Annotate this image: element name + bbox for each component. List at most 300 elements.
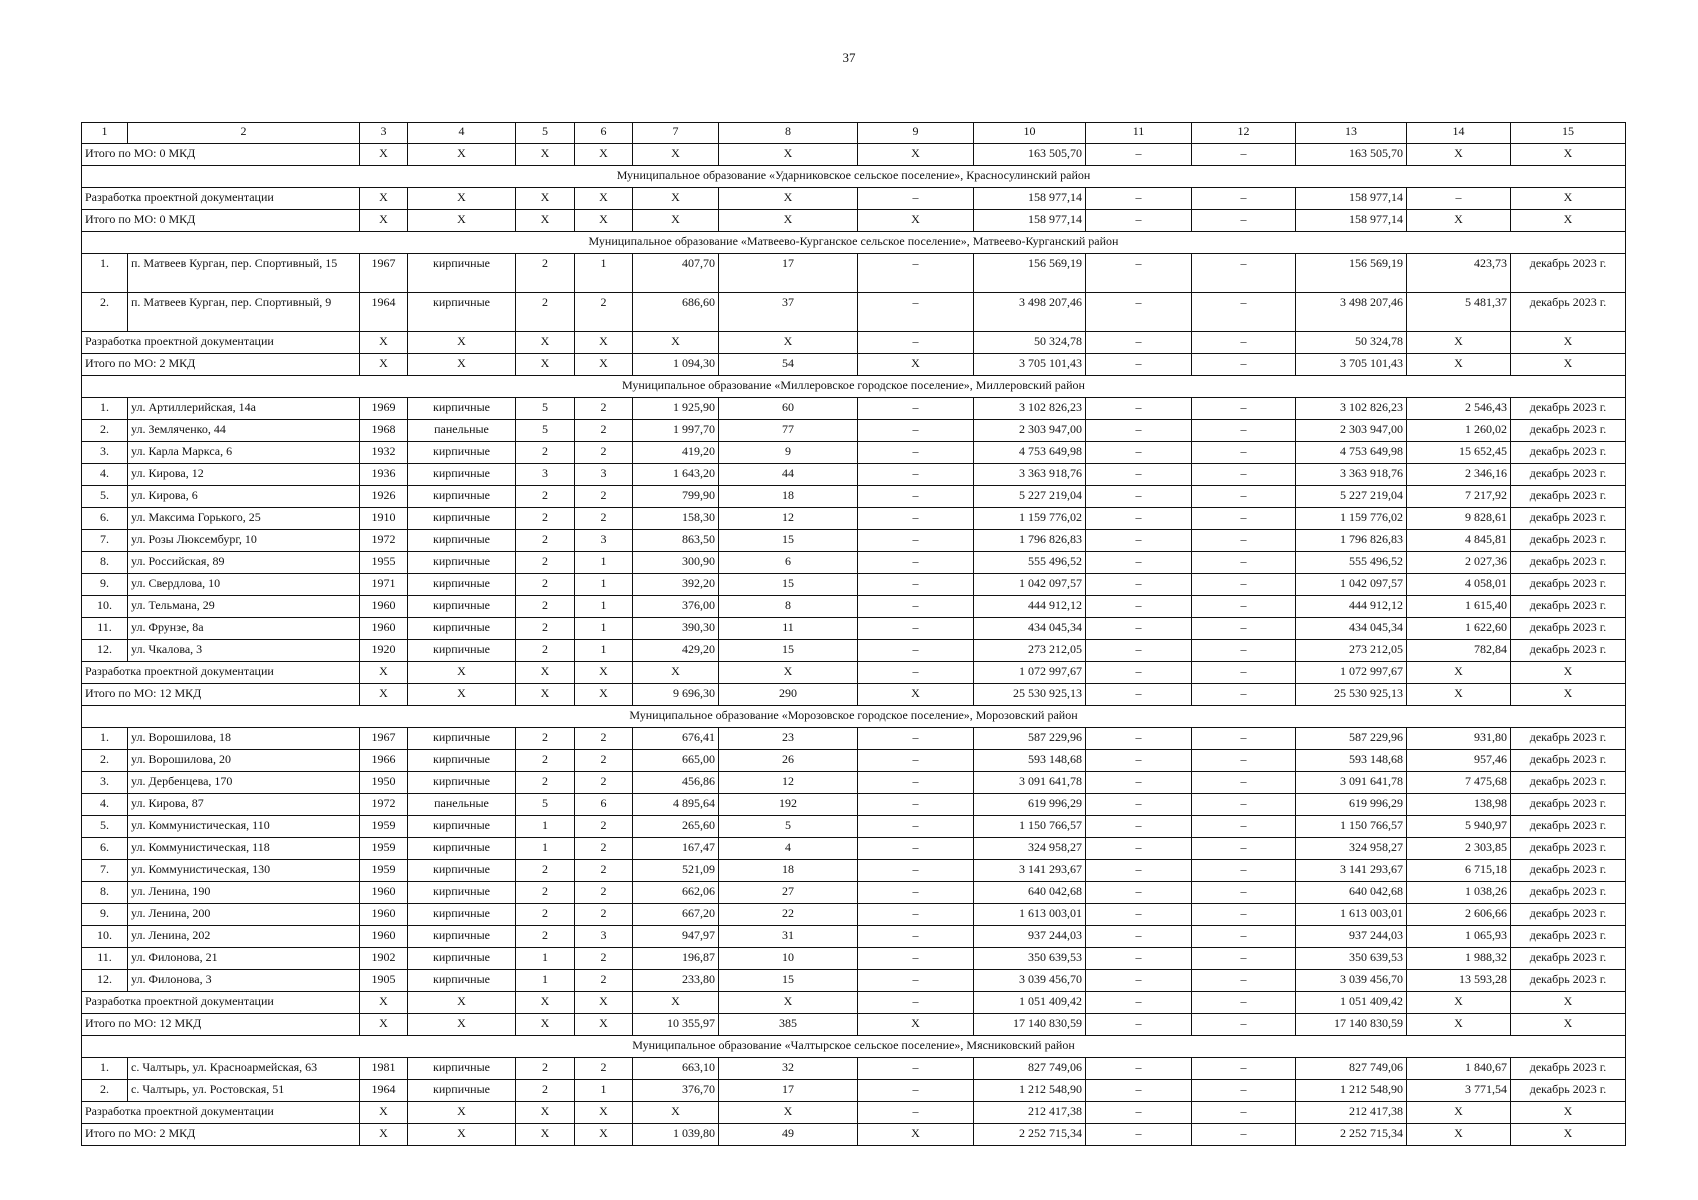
table-cell: 1 212 548,90 [1296,1080,1407,1102]
table-cell: кирпичные [408,254,516,293]
table-cell: X [360,144,408,166]
table-cell: – [1192,750,1296,772]
row-number: 2. [82,293,128,332]
table-cell: 163 505,70 [1296,144,1407,166]
table-cell: X [360,662,408,684]
table-cell: X [858,684,974,706]
table-cell: X [1407,354,1511,376]
table-cell: 1 622,60 [1407,618,1511,640]
table-cell: X [1407,684,1511,706]
column-number: 11 [1086,123,1192,144]
table-cell: – [858,882,974,904]
table-cell: – [1086,596,1192,618]
table-cell: – [858,293,974,332]
table-cell: – [1192,728,1296,750]
table-cell: – [1192,508,1296,530]
table-cell: X [516,1102,575,1124]
table-cell: 640 042,68 [1296,882,1407,904]
table-row [82,442,1626,464]
table-cell: – [1086,1080,1192,1102]
table-cell: – [858,254,974,293]
table-cell: 827 749,06 [974,1058,1086,1080]
table-cell: декабрь 2023 г. [1511,882,1626,904]
table-cell: X [575,210,633,232]
table-cell: 60 [719,398,858,420]
section-heading: Муниципальное образование «Миллеровское городское поселение», Миллеровский район [82,376,1626,398]
table-row [82,596,1626,618]
table-cell: 3 [575,464,633,486]
table-cell: 390,30 [633,618,719,640]
table-cell: – [1086,354,1192,376]
table-cell: кирпичные [408,293,516,332]
table-cell: 3 039 456,70 [974,970,1086,992]
table-cell: 676,41 [633,728,719,750]
column-number: 6 [575,123,633,144]
table-cell: 5 481,37 [1407,293,1511,332]
table-row [82,926,1626,948]
table-cell: 1 796 826,83 [1296,530,1407,552]
table-cell: декабрь 2023 г. [1511,948,1626,970]
table-cell: – [1192,860,1296,882]
table-cell: 1955 [360,552,408,574]
table-cell: 265,60 [633,816,719,838]
table-cell: 350 639,53 [974,948,1086,970]
table-cell: 4 753 649,98 [974,442,1086,464]
table-cell: 3 141 293,67 [974,860,1086,882]
table-cell: X [858,1124,974,1146]
table-cell: 419,20 [633,442,719,464]
summary-row [82,144,1626,166]
table-cell: – [858,926,974,948]
table-cell: – [1192,354,1296,376]
table-cell: декабрь 2023 г. [1511,596,1626,618]
summary-row [82,1102,1626,1124]
table-cell: 3 363 918,76 [974,464,1086,486]
table-cell: 1966 [360,750,408,772]
table-cell: 4 845,81 [1407,530,1511,552]
table-cell: – [858,618,974,640]
table-cell: X [719,1102,858,1124]
table-cell: 5 [516,420,575,442]
column-number: 13 [1296,123,1407,144]
table-cell: кирпичные [408,552,516,574]
table-cell: 640 042,68 [974,882,1086,904]
table-cell: кирпичные [408,728,516,750]
address-cell: ул. Российская, 89 [128,552,360,574]
table-cell: – [1192,662,1296,684]
table-cell: кирпичные [408,1080,516,1102]
table-cell: 3 102 826,23 [974,398,1086,420]
row-number: 7. [82,530,128,552]
table-cell: 11 [719,618,858,640]
table-cell: 957,46 [1407,750,1511,772]
address-cell: п. Матвеев Курган, пер. Спортивный, 15 [128,254,360,293]
table-cell: 444 912,12 [974,596,1086,618]
table-cell: 44 [719,464,858,486]
table-cell: X [719,188,858,210]
table-cell: – [1086,1058,1192,1080]
table-cell: 324 958,27 [974,838,1086,860]
table-cell: – [1086,882,1192,904]
table-cell: X [633,144,719,166]
table-cell: – [1192,882,1296,904]
table-cell: X [1407,1014,1511,1036]
table-cell: – [1086,992,1192,1014]
table-cell: 3 498 207,46 [1296,293,1407,332]
table-cell: – [1192,640,1296,662]
table-cell: 1 042 097,57 [1296,574,1407,596]
table-cell: панельные [408,794,516,816]
table-cell: X [719,662,858,684]
table-cell: 2 [516,552,575,574]
table-cell: X [408,992,516,1014]
table-cell: 22 [719,904,858,926]
table-cell: 2 252 715,34 [1296,1124,1407,1146]
table-cell: 2 [575,904,633,926]
row-number: 5. [82,486,128,508]
table-cell: 2 [516,926,575,948]
table-cell: 26 [719,750,858,772]
table-cell: – [858,188,974,210]
page-number: 37 [842,50,856,65]
table-cell: – [1192,1058,1296,1080]
summary-label: Разработка проектной документации [82,992,360,1014]
table-cell: 1967 [360,728,408,750]
row-number: 8. [82,552,128,574]
table-cell: X [360,332,408,354]
table-cell: 212 417,38 [974,1102,1086,1124]
table-cell: 587 229,96 [974,728,1086,750]
table-cell: 1960 [360,618,408,640]
column-number: 4 [408,123,516,144]
table-cell: 17 140 830,59 [974,1014,1086,1036]
table-cell: 2 346,16 [1407,464,1511,486]
table-cell: 7 475,68 [1407,772,1511,794]
table-cell: 4 895,64 [633,794,719,816]
table-cell: 4 058,01 [1407,574,1511,596]
table-row [82,464,1626,486]
table-cell: 3 363 918,76 [1296,464,1407,486]
table-cell: 1 042 097,57 [974,574,1086,596]
row-number: 9. [82,574,128,596]
table-cell: 49 [719,1124,858,1146]
table-cell: X [408,662,516,684]
table-cell: X [633,332,719,354]
table-cell: – [1086,948,1192,970]
table-cell: – [1086,486,1192,508]
row-number: 4. [82,794,128,816]
table-cell: 2 [516,442,575,464]
table-cell: 158 977,14 [974,188,1086,210]
summary-row [82,332,1626,354]
table-cell: – [1192,398,1296,420]
table-cell: 931,80 [1407,728,1511,750]
table-row [82,618,1626,640]
table-cell: кирпичные [408,398,516,420]
table-cell: X [575,1014,633,1036]
table-cell: 1920 [360,640,408,662]
table-cell: X [1407,144,1511,166]
column-number: 8 [719,123,858,144]
table-cell: декабрь 2023 г. [1511,772,1626,794]
table-cell: 1 [575,1080,633,1102]
address-cell: ул. Свердлова, 10 [128,574,360,596]
table-cell: 2 [516,530,575,552]
table-cell: 5 [516,794,575,816]
table-cell: 1902 [360,948,408,970]
column-number: 3 [360,123,408,144]
summary-label: Итого по МО: 12 МКД [82,684,360,706]
table-cell: 7 217,92 [1407,486,1511,508]
row-number: 7. [82,860,128,882]
address-cell: ул. Карла Маркса, 6 [128,442,360,464]
table-cell: X [360,1124,408,1146]
table-cell: 456,86 [633,772,719,794]
table-cell: 10 355,97 [633,1014,719,1036]
table-cell: – [1086,144,1192,166]
table-cell: кирпичные [408,948,516,970]
table-cell: 13 593,28 [1407,970,1511,992]
table-cell: X [858,210,974,232]
section-heading-row [82,1036,1626,1058]
table-cell: 1 038,26 [1407,882,1511,904]
table-cell: декабрь 2023 г. [1511,1058,1626,1080]
table-cell: X [360,684,408,706]
table-cell: 1964 [360,293,408,332]
column-number: 1 [82,123,128,144]
table-cell: X [1511,188,1626,210]
table-cell: кирпичные [408,816,516,838]
row-number: 11. [82,618,128,640]
address-cell: ул. Филонова, 21 [128,948,360,970]
table-cell: – [1086,420,1192,442]
table-cell: 2 [516,1058,575,1080]
table-cell: – [1192,293,1296,332]
table-cell: X [1511,144,1626,166]
summary-label: Итого по МО: 0 МКД [82,210,360,232]
table-cell: 1 840,67 [1407,1058,1511,1080]
table-cell: X [1511,1124,1626,1146]
table-cell: декабрь 2023 г. [1511,750,1626,772]
table-cell: X [575,992,633,1014]
table-cell: 863,50 [633,530,719,552]
table-cell: 1 039,80 [633,1124,719,1146]
table-cell: – [858,442,974,464]
column-number: 5 [516,123,575,144]
row-number: 3. [82,772,128,794]
table-cell: – [1086,772,1192,794]
column-number: 7 [633,123,719,144]
table-cell: – [1192,188,1296,210]
table-cell: кирпичные [408,442,516,464]
table-cell: X [1511,210,1626,232]
table-cell: 593 148,68 [974,750,1086,772]
table-cell: – [858,948,974,970]
table-cell: 50 324,78 [1296,332,1407,354]
table-cell: – [1192,970,1296,992]
table-cell: – [858,486,974,508]
table-cell: 521,09 [633,860,719,882]
summary-row [82,1014,1626,1036]
table-cell: 1 051 409,42 [974,992,1086,1014]
table-cell: 1 615,40 [1407,596,1511,618]
table-cell: 376,00 [633,596,719,618]
table-cell: декабрь 2023 г. [1511,860,1626,882]
row-number: 11. [82,948,128,970]
address-cell: ул. Кирова, 6 [128,486,360,508]
table-row [82,530,1626,552]
table-cell: – [1192,992,1296,1014]
table-cell: – [1086,794,1192,816]
table-cell: 2 027,36 [1407,552,1511,574]
table-cell: 407,70 [633,254,719,293]
table-cell: 392,20 [633,574,719,596]
table-cell: – [858,1102,974,1124]
table-cell: 1 065,93 [1407,926,1511,948]
table-cell: – [1086,332,1192,354]
summary-label: Разработка проектной документации [82,662,360,684]
table-cell: 163 505,70 [974,144,1086,166]
table-cell: – [858,596,974,618]
table-cell: 17 [719,1080,858,1102]
table-cell: – [1192,816,1296,838]
address-cell: ул. Тельмана, 29 [128,596,360,618]
table-cell: 138,98 [1407,794,1511,816]
table-cell: – [1192,772,1296,794]
table-cell: 5 227 219,04 [974,486,1086,508]
table-cell: 2 [575,882,633,904]
table-cell: 444 912,12 [1296,596,1407,618]
address-cell: ул. Фрунзе, 8а [128,618,360,640]
table-cell: декабрь 2023 г. [1511,816,1626,838]
table-cell: – [1192,1014,1296,1036]
table-cell: панельные [408,420,516,442]
summary-label: Итого по МО: 2 МКД [82,354,360,376]
table-cell: декабрь 2023 г. [1511,293,1626,332]
table-row [82,254,1626,293]
table-cell: X [1407,1102,1511,1124]
table-cell: кирпичные [408,860,516,882]
row-number: 2. [82,1080,128,1102]
row-number: 6. [82,838,128,860]
table-cell: 1 [575,552,633,574]
row-number: 1. [82,254,128,293]
table-cell: 827 749,06 [1296,1058,1407,1080]
table-cell: – [1086,904,1192,926]
section-heading: Муниципальное образование «Чалтырское сельское поселение», Мясниковский район [82,1036,1626,1058]
table-cell: 6 [719,552,858,574]
address-cell: ул. Ленина, 200 [128,904,360,926]
table-cell: X [408,1124,516,1146]
table-cell: – [1086,552,1192,574]
table-cell: X [633,992,719,1014]
table-cell: – [1192,618,1296,640]
table-cell: 18 [719,486,858,508]
summary-row [82,992,1626,1014]
table-cell: – [1086,254,1192,293]
table-cell: 1981 [360,1058,408,1080]
row-number: 1. [82,398,128,420]
table-cell: X [575,662,633,684]
table-cell: – [858,750,974,772]
table-cell: – [858,1080,974,1102]
table-cell: X [719,210,858,232]
summary-row [82,188,1626,210]
table-cell: 2 [575,948,633,970]
table-cell: X [516,332,575,354]
column-number: 10 [974,123,1086,144]
table-cell: 5 940,97 [1407,816,1511,838]
address-cell: ул. Коммунистическая, 110 [128,816,360,838]
table-cell: кирпичные [408,640,516,662]
table-row [82,948,1626,970]
table-cell: X [633,1102,719,1124]
column-number: 12 [1192,123,1296,144]
table-row [82,970,1626,992]
table-cell: 1 150 766,57 [1296,816,1407,838]
table-cell: 15 [719,530,858,552]
table-cell: 324 958,27 [1296,838,1407,860]
table-cell: 156 569,19 [1296,254,1407,293]
table-cell: 290 [719,684,858,706]
table-cell: 1 925,90 [633,398,719,420]
table-cell: 1 094,30 [633,354,719,376]
table-cell: 50 324,78 [974,332,1086,354]
table-cell: 10 [719,948,858,970]
table-cell: кирпичные [408,574,516,596]
table-cell: – [1192,838,1296,860]
table-cell: 799,90 [633,486,719,508]
column-number: 14 [1407,123,1511,144]
table-cell: – [1086,618,1192,640]
table-cell: 31 [719,926,858,948]
table-cell: – [858,992,974,1014]
table-cell: X [408,144,516,166]
summary-label: Итого по МО: 12 МКД [82,1014,360,1036]
table-cell: 15 [719,640,858,662]
table-cell: X [575,354,633,376]
summary-label: Итого по МО: 0 МКД [82,144,360,166]
table-cell: X [360,1014,408,1036]
section-heading-row [82,376,1626,398]
table-cell: декабрь 2023 г. [1511,794,1626,816]
table-cell: – [1086,926,1192,948]
row-number: 4. [82,464,128,486]
table-cell: 3 [575,926,633,948]
table-row [82,574,1626,596]
table-row [82,794,1626,816]
table-cell: – [1192,596,1296,618]
column-number: 15 [1511,123,1626,144]
table-cell: 27 [719,882,858,904]
table-cell: – [1192,926,1296,948]
table-cell: – [1086,464,1192,486]
table-cell: декабрь 2023 г. [1511,530,1626,552]
table-cell: декабрь 2023 г. [1511,926,1626,948]
table-cell: 25 530 925,13 [1296,684,1407,706]
table-cell: – [858,838,974,860]
table-cell: 2 546,43 [1407,398,1511,420]
table-cell: 156 569,19 [974,254,1086,293]
table-cell: 667,20 [633,904,719,926]
table-cell: 2 [575,816,633,838]
table-cell: – [858,728,974,750]
table-cell: X [360,1102,408,1124]
table-cell: 385 [719,1014,858,1036]
summary-label: Разработка проектной документации [82,332,360,354]
table-cell: 2 [516,728,575,750]
table-cell: X [408,210,516,232]
